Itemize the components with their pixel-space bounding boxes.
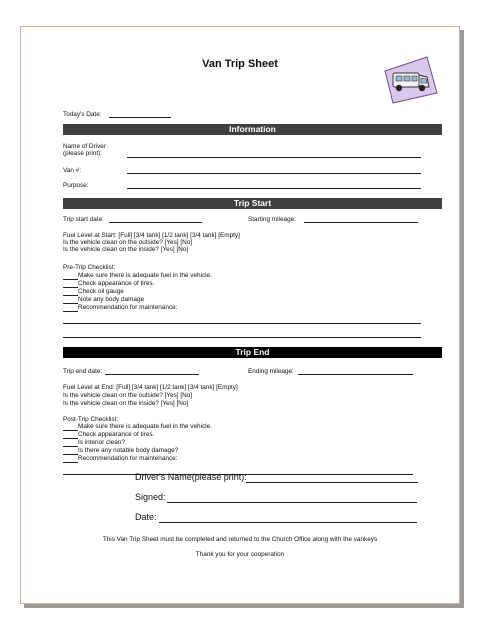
pre-trip-checklist-title: Pre-Trip Checklist: [63,264,116,271]
thank-you-note: Thank you for your cooperation [195,551,285,558]
section-trip-start: Trip Start [63,198,442,209]
driver-name-label-1: Name of Driver [63,143,106,150]
purpose-label: Purpose: [63,182,89,189]
driver-name-print-label: Driver's Name(please print): [135,472,247,482]
trip-start-date-label: Trip start date: [63,216,104,223]
checklist-blank[interactable] [63,446,78,447]
van-number-label: Van #: [63,167,82,174]
checklist-blank[interactable] [63,311,78,312]
page-title: Van Trip Sheet [202,58,278,70]
start-clean-inside: Is the vehicle clean on the inside? [Yes] [No] [63,246,189,253]
trip-end-date-field[interactable] [105,374,199,375]
document-page [20,26,460,604]
checklist-item: Make sure there is adequate fuel in the vehicle. [78,423,212,430]
end-fuel-level: Fuel Level at End: [Full] [3/4 tank] [1/2 tank] [3/4 tank] [Empty] [63,384,238,391]
checklist-blank[interactable] [63,287,78,288]
section-information: Information [63,124,442,135]
checklist-item: Recommendation for maintenance: [78,304,178,311]
driver-name-print-field[interactable] [246,482,418,483]
todays-date-field[interactable] [109,117,171,118]
checklist-item: Check appearance of tires. [78,280,155,287]
trip-start-date-field[interactable] [109,222,202,223]
checklist-blank[interactable] [63,295,78,296]
start-clean-outside: Is the vehicle clean on the outside? [Yes] [No] [63,239,193,246]
trip-end-date-label: Trip end date: [63,368,103,375]
driver-name-label-2: (please print): [63,150,103,157]
checklist-item: Is interior clean? [78,439,125,446]
checklist-item: Recommendation for maintenance: [78,455,178,462]
starting-mileage-label: Starting mileage: [248,216,296,223]
driver-name-field[interactable] [127,157,421,158]
purpose-field[interactable] [127,188,421,189]
section-trip-end: Trip End [63,347,442,358]
todays-date-label: Today's Date: [63,111,102,118]
signature-date-field[interactable] [159,522,417,523]
checklist-item: Check oil gauge [78,288,124,295]
checklist-blank[interactable] [63,438,78,439]
checklist-item: Is there any notable body damage? [78,447,179,454]
checklist-blank[interactable] [63,303,78,304]
checklist-item: Make sure there is adequate fuel in the vehicle. [78,272,212,279]
starting-mileage-field[interactable] [304,222,418,223]
signed-field[interactable] [167,502,417,503]
checklist-blank[interactable] [63,462,78,463]
ending-mileage-label: Ending mileage: [248,368,294,375]
van-number-field[interactable] [127,173,421,174]
van-clipart-icon [379,53,441,105]
checklist-blank[interactable] [63,279,78,280]
maintenance-notes-line[interactable] [63,337,421,338]
checklist-item: Note any body damage [78,296,145,303]
checklist-blank[interactable] [63,454,78,455]
signature-date-label: Date: [135,512,157,522]
end-clean-outside: Is the vehicle clean on the outside? [Yes] [No] [63,392,193,399]
end-clean-inside: Is the vehicle clean on the inside? [Yes] [No] [63,400,189,407]
return-instructions: This Van Trip Sheet must be completed and returned to the Church Office along with the vankeys [102,536,378,543]
checklist-item: Check appearance of tires. [78,431,155,438]
checklist-blank[interactable] [63,430,78,431]
ending-mileage-field[interactable] [298,374,413,375]
maintenance-notes-line[interactable] [63,323,421,324]
post-trip-checklist-title: Post-Trip Checklist: [63,416,119,423]
start-fuel-level: Fuel Level at Start: [Full] [3/4 tank] [1/2 tank] [3/4 tank] [Empty] [63,232,240,239]
signed-label: Signed: [135,492,166,502]
